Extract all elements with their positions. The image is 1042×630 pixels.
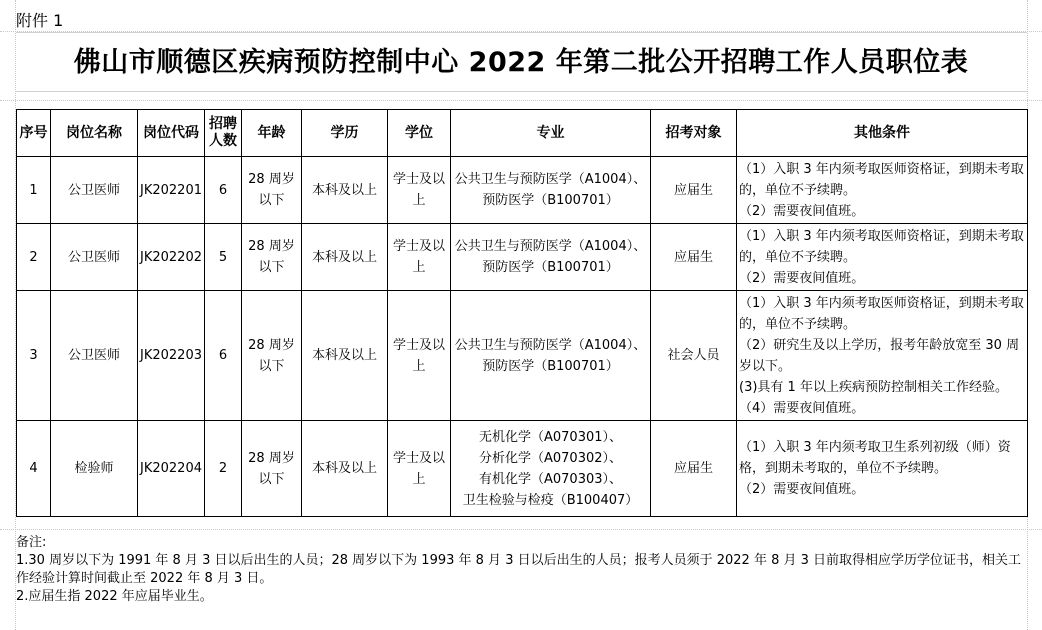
condition-line: （2）研究生及以上学历，报考年龄放宽至 30 周岁以下。 <box>739 337 1020 374</box>
cell-other <box>737 157 1028 224</box>
cell-position-name: 公卫医师 <box>51 291 138 421</box>
condition-line: （1）入职 3 年内须考取医师资格证，到期未考取的，单位不予续聘。 <box>739 228 1024 265</box>
cell-degree: 学士及以上 <box>388 157 451 224</box>
header-education: 学历 <box>302 110 388 157</box>
attachment-label: 附件 1 <box>16 11 64 30</box>
cell-major <box>451 421 651 517</box>
cell-major <box>451 291 651 421</box>
table-row <box>17 291 1028 421</box>
grid-guide <box>0 100 1042 101</box>
table-header-row <box>17 110 1028 157</box>
header-no: 序号 <box>17 110 51 157</box>
major-line: 公共卫生与预防医学（A1004）、 <box>454 337 647 353</box>
table-row <box>17 224 1028 291</box>
cell-position-name: 公卫医师 <box>51 224 138 291</box>
cell-recruit-count: 2 <box>205 421 242 517</box>
cell-recruit-count: 6 <box>205 157 242 224</box>
header-major: 专业 <box>451 110 651 157</box>
header-recruit-count: 招聘人数 <box>205 110 242 157</box>
condition-line: （1）入职 3 年内须考取医师资格证，到期未考取的，单位不予续聘。 <box>739 295 1024 332</box>
grid-guide <box>0 529 1042 530</box>
table-row <box>17 157 1028 224</box>
cell-no: 2 <box>17 224 51 291</box>
cell-position-code: JK202204 <box>138 421 205 517</box>
cell-other <box>737 291 1028 421</box>
cell-major <box>451 157 651 224</box>
table-row <box>17 421 1028 517</box>
condition-line: （2）需要夜间值班。 <box>739 482 865 497</box>
cell-other <box>737 421 1028 517</box>
major-line: 公共卫生与预防医学（A1004）、 <box>454 172 647 187</box>
major-line: 预防医学（B100701） <box>482 260 619 275</box>
major-line: 预防医学（B100701） <box>482 358 619 374</box>
cell-age: 28 周岁以下 <box>242 421 302 517</box>
cell-no: 1 <box>17 157 51 224</box>
cell-no: 4 <box>17 421 51 517</box>
major-line: 无机化学（A070301）、 <box>478 429 623 445</box>
positions-table <box>16 109 1028 517</box>
cell-degree: 学士及以上 <box>388 224 451 291</box>
major-line: 公共卫生与预防医学（A1004）、 <box>454 239 647 254</box>
cell-education: 本科及以上 <box>302 421 388 517</box>
cell-age: 28 周岁以下 <box>242 224 302 291</box>
cell-other <box>737 224 1028 291</box>
condition-line: （2）需要夜间值班。 <box>739 203 865 219</box>
cell-education: 本科及以上 <box>302 157 388 224</box>
cell-age: 28 周岁以下 <box>242 291 302 421</box>
note-item: 2.应届生指 2022 年应届毕业生。 <box>16 589 213 604</box>
header-target: 招考对象 <box>651 110 737 157</box>
condition-line: （4）需要夜间值班。 <box>739 400 865 416</box>
notes-heading: 备注: <box>16 535 47 550</box>
cell-target: 应届生 <box>651 157 737 224</box>
cell-no: 3 <box>17 291 51 421</box>
cell-position-code: JK202202 <box>138 224 205 291</box>
header-age: 年龄 <box>242 110 302 157</box>
cell-degree: 学士及以上 <box>388 291 451 421</box>
condition-line: （1）入职 3 年内须考取卫生系列初级（师）资格，到期未考取的，单位不予续聘。 <box>739 440 1011 476</box>
cell-position-name: 检验师 <box>51 421 138 517</box>
cell-education: 本科及以上 <box>302 224 388 291</box>
major-line: 预防医学（B100701） <box>482 193 619 208</box>
header-position-name: 岗位名称 <box>51 110 138 157</box>
cell-age: 28 周岁以下 <box>242 157 302 224</box>
cell-degree: 学士及以上 <box>388 421 451 517</box>
header-degree: 学位 <box>388 110 451 157</box>
major-line: 分析化学（A070302）、 <box>478 450 623 466</box>
cell-target: 应届生 <box>651 224 737 291</box>
major-line: 有机化学（A070303）、 <box>478 471 623 487</box>
header-other: 其他条件 <box>737 110 1028 157</box>
notes-section <box>16 534 1026 606</box>
page-title: 佛山市顺德区疾病预防控制中心 2022 年第二批公开招聘工作人员职位表 <box>73 47 969 78</box>
cell-education: 本科及以上 <box>302 291 388 421</box>
note-item: 1.30 周岁以下为 1991 年 8 月 3 日以后出生的人员；28 周岁以下为 1993 年 8 月 3 日以后出生的人员；报考人员须于 2022 年 8 月 3 日前取得相应学历学位证书，相关工作经验计算时间截止至 2022 年 8 月 3 日。 <box>16 553 1022 586</box>
condition-line: （2）需要夜间值班。 <box>739 270 865 286</box>
header-position-code: 岗位代码 <box>138 110 205 157</box>
condition-line: （1）入职 3 年内须考取医师资格证，到期未考取的，单位不予续聘。 <box>739 161 1024 198</box>
cell-recruit-count: 6 <box>205 291 242 421</box>
cell-recruit-count: 5 <box>205 224 242 291</box>
condition-line: (3)具有 1 年以上疾病预防控制相关工作经验。 <box>739 379 1008 395</box>
cell-position-code: JK202203 <box>138 291 205 421</box>
cell-position-name: 公卫医师 <box>51 157 138 224</box>
cell-target: 社会人员 <box>651 291 737 421</box>
major-line: 卫生检验与检疫（B100407） <box>462 492 639 508</box>
cell-target: 应届生 <box>651 421 737 517</box>
cell-position-code: JK202201 <box>138 157 205 224</box>
cell-major <box>451 224 651 291</box>
